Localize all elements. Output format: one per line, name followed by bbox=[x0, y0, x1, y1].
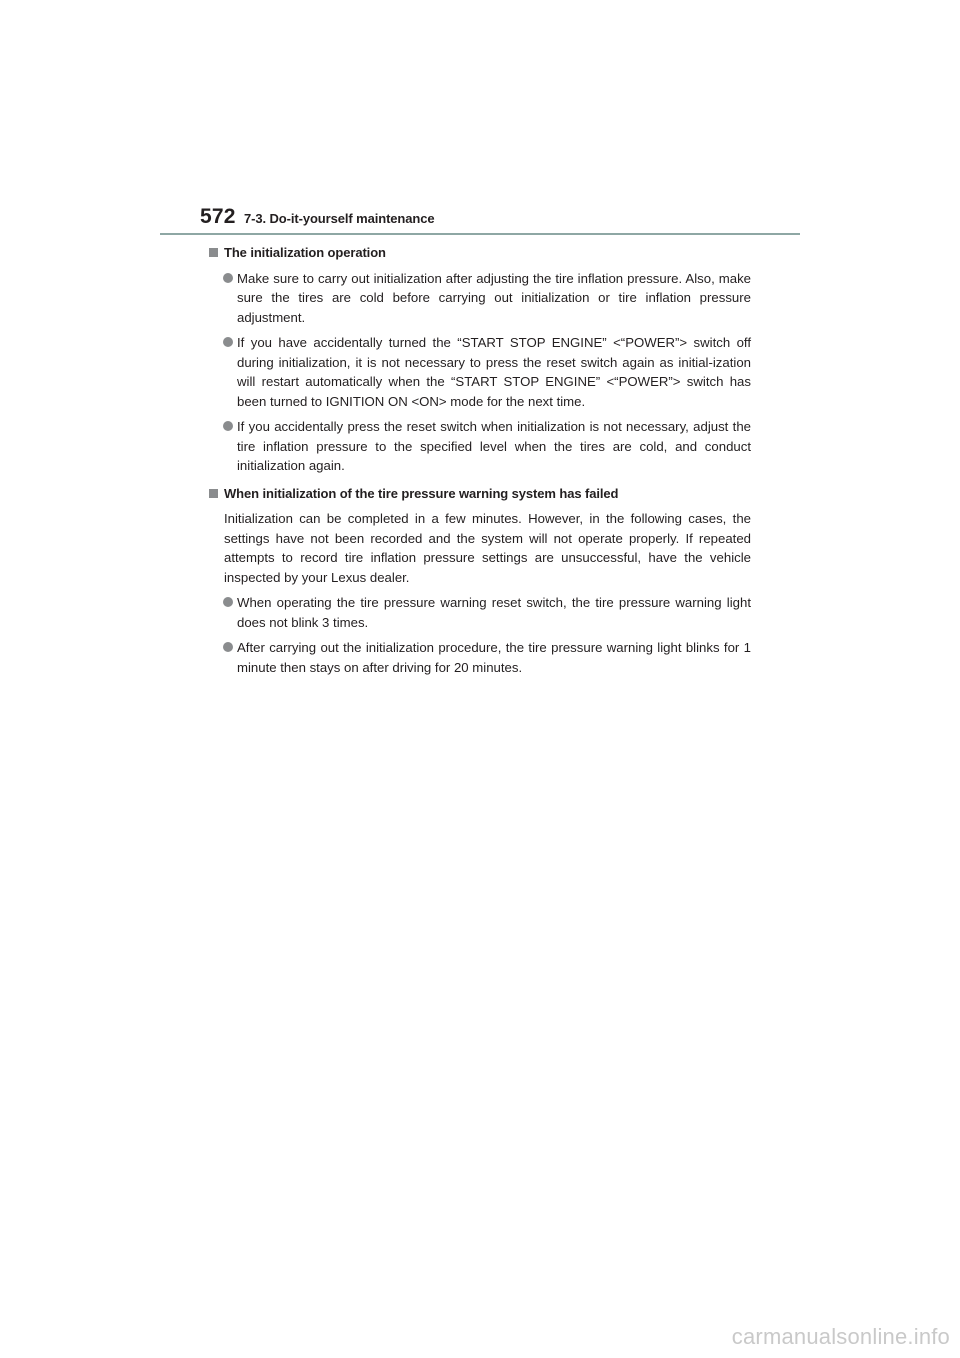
round-bullet-icon bbox=[223, 642, 233, 652]
list-item-text: When operating the tire pressure warning reset switch, the tire pressure warning light does not blink 3 times. bbox=[237, 595, 751, 630]
square-bullet-icon bbox=[209, 248, 218, 257]
round-bullet-icon bbox=[223, 421, 233, 431]
page-number: 572 bbox=[200, 205, 236, 228]
round-bullet-icon bbox=[223, 273, 233, 283]
section-heading-text: The initialization operation bbox=[224, 245, 386, 260]
list-item-text: After carrying out the initialization procedure, the tire pressure warning light blinks for 1 minute then stays on after driving for 20 minutes. bbox=[237, 640, 751, 675]
list-item-text: If you have accidentally turned the “START STOP ENGINE” <“POWER”> switch off during initialization, it is not necessary to press the reset switch again as initial-ization will restart automatically when the “START STOP ENGINE” <“POWER”> switch has been turned to IGNITION ON <ON> mode for the next time. bbox=[237, 335, 751, 409]
list-item bbox=[209, 593, 751, 632]
watermark: carmanualsonline.info bbox=[731, 1324, 950, 1349]
list-item bbox=[209, 269, 751, 328]
page-header bbox=[200, 205, 760, 233]
section-heading-initialization-failed bbox=[209, 484, 751, 504]
list-item-text: Make sure to carry out initialization after adjusting the tire inflation pressure. Also, make sure the tires are cold before carrying out initialization or tire inflation pressure adjustment. bbox=[237, 270, 751, 325]
round-bullet-icon bbox=[223, 337, 233, 347]
list-item bbox=[209, 417, 751, 476]
list-item-text: If you accidentally press the reset switch when initialization is not necessary, adjust the tire inflation pressure to the specified level when the tires are cold, and conduct initialization again. bbox=[237, 419, 751, 473]
section-heading-initialization-operation bbox=[209, 243, 751, 263]
section-paragraph: Initialization can be completed in a few minutes. However, in the following cases, the settings have not been recorded and the system will not operate properly. If repeated attempts to record tire inflation pressure settings are unsuccessful, have the vehicle inspected by your Lexus dealer. bbox=[224, 511, 751, 585]
round-bullet-icon bbox=[223, 597, 233, 607]
square-bullet-icon bbox=[209, 489, 218, 498]
list-item bbox=[209, 333, 751, 411]
list-item bbox=[209, 638, 751, 677]
section-title: 7-3. Do-it-yourself maintenance bbox=[244, 211, 435, 226]
header-divider bbox=[160, 233, 800, 235]
page-content bbox=[209, 243, 751, 683]
section-heading-text: When initialization of the tire pressure warning system has failed bbox=[224, 485, 619, 501]
